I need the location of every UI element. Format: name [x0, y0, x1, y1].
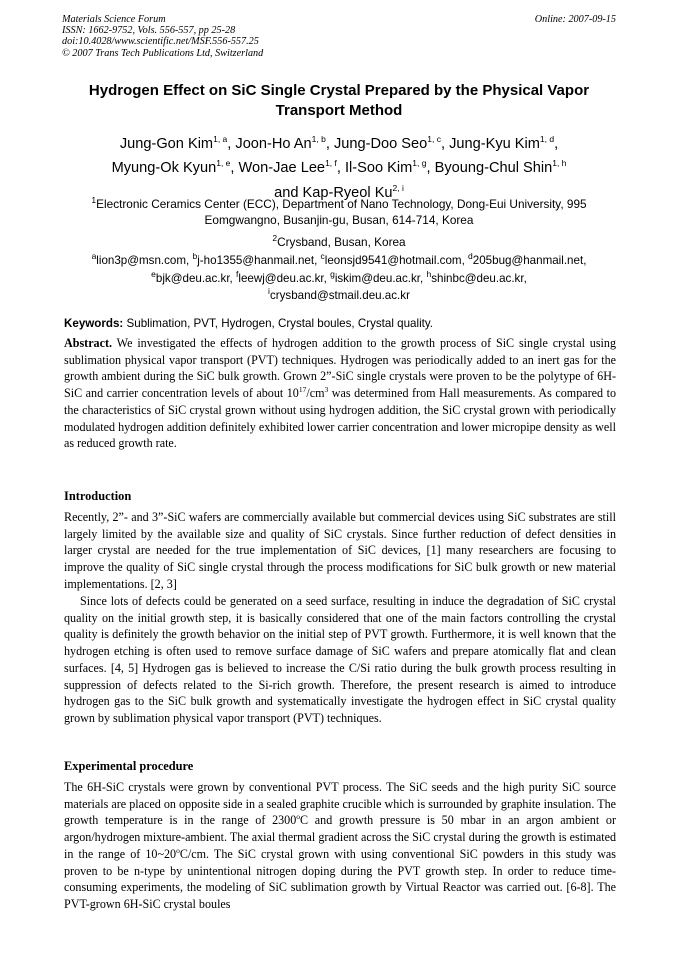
introduction-paragraph-2: Since lots of defects could be generated on a seed surface, resulting in induce the degradation of SiC crystal quality on the initial growth step, it is basically considered that one of the main factors controlling the crystal quality is definitely the growth behavior on the initial step of PVT growth. Furthermore, it is well known that the hydrogen etching is often used to remove surface damage of SiC wafers and prepare atomically flat and clean surfaces. [4, 5] Hydrogen gas is believed to increase the C/Si ratio during the bulk growth process resulting in suppression of defects related to the Si-rich growth. Therefore, the present research is aimed to introduce hydrogen gas to the SiC bulk growth and systematically investigate the hydrogen effect in SiC crystal quality grown by sublimation physical vapor transport (PVT) techniques.	[64, 594, 616, 725]
keywords	[64, 316, 616, 331]
email[interactable]: $^c$leonsjd9541@hotmail.com,	[320, 251, 469, 267]
doi: doi:10.4028/www.scientific.net/MSF.556-557.25	[62, 36, 259, 48]
copyright: © 2007 Trans Tech Publications Ltd, Switzerland	[62, 47, 264, 59]
section-heading-experimental: Experimental procedure	[64, 759, 194, 773]
affiliation-2: $^2$Crysband, Busan, Korea	[272, 233, 406, 249]
journal-name: Materials Science Forum	[62, 14, 166, 25]
author: Jung-Gon Kim$^{1, a}$,	[119, 134, 236, 152]
email[interactable]: $^h$shinbc@deu.ac.kr,	[426, 268, 527, 285]
email[interactable]: $^g$iskim@deu.ac.kr,	[330, 268, 427, 285]
author: Won-Jae Lee$^{1, f}$,	[238, 158, 345, 177]
introduction-paragraph-1: Recently, 2”- and 3”-SiC wafers are commercially available but commercial devices using SiC substrates are still largely limited by the available size and quality of SiC crystals. Since further reduction of defect densities in larger crystal are needed for the true implementation of SiC devices, [1] many researchers are focusing to improve the quality of SiC single crystal through the process modifications for SiC bulk growth or new material implementations. [2, 3]	[64, 510, 616, 591]
abstract-label: Abstract.	[64, 336, 113, 350]
email[interactable]: $^a$lion3p@msn.com,	[91, 251, 193, 267]
author: Jung-Kyu Kim$^{1, d}$,	[449, 134, 559, 152]
abstract: Abstract. We investigated the effects of hydrogen addition to the growth process of SiC single crystal using sublimation physical vapor transport (PVT) techniques. Hydrogen was periodically added to an inert gas for the growth ambient during the SiC bulk growth. Grown 2”-SiC single crystals were proven to be the polytype of 6H-SiC and carrier concentration levels of about $10^{17}/cm^3$ was determined from Hall measurements. As compared to the characteristics of SiC crystal grown without using hydrogen addition, the SiC crystal grown with periodically modulated hydrogen addition definitely exhibited lower carrier concentration and lower micropipe density as well as reduced growth rate.	[64, 336, 616, 451]
keywords-text: Sublimation, PVT, Hydrogen, Crystal boules, Crystal quality.	[126, 317, 434, 330]
author: Joon-Ho An$^{1, b}$,	[235, 134, 334, 152]
affiliation-1: $^1$Electronic Ceramics Center (ECC), Department of Nano Technology, Dong-Eui University, 995 Eomgwangno, Busanjin-gu, Busan, 614-714, Korea	[91, 195, 587, 227]
journal-header	[62, 14, 616, 59]
section-heading-introduction: Introduction	[64, 489, 132, 503]
author: Jung-Doo Seo$^{1, c}$,	[333, 134, 450, 152]
author: Myung-Ok Kyun$^{1, e}$,	[111, 158, 239, 177]
author: Byoung-Chul Shin$^{1, h}$	[434, 158, 567, 177]
email[interactable]: $^b$j-ho1355@hanmail.net,	[192, 251, 321, 267]
email-list	[62, 250, 616, 303]
issn: ISSN: 1662-9752, Vols. 556-557, pp 25-28	[62, 25, 236, 37]
email[interactable]: $^i$crysband@stmail.deu.ac.kr	[268, 286, 410, 303]
experimental-paragraph: The 6H-SiC crystals were grown by conventional PVT process. The SiC seeds and the high purity SiC source materials are placed on opposite side in a sealed graphite crucible which is surrounded by graphite insulation. The growth temperature is in the range of 2300$^o$C and growth pressure is 50 mbar in an argon ambient or argon/hydrogen mixture-ambient. The axial thermal gradient across the SiC crystal during the growth is estimated in the range of 10~20$^o$C/cm. The SiC crystal grown with using conventional SiC powders in this study was proven to be n-type by unintentional nitrogen doping during the PVT growth step. In order to reduce time-consuming experiments, the modeling of SiC sublimation growth by Virtual Reactor was carried out. [6-8]. The PVT-grown 6H-SiC crystal boules	[64, 780, 616, 911]
email[interactable]: $^e$bjk@deu.ac.kr,	[151, 268, 236, 285]
keywords-label: Keywords:	[64, 317, 124, 330]
author: and Kap-Ryeol Ku$^{2, i}$	[274, 182, 404, 201]
email[interactable]: $^f$leewj@deu.ac.kr,	[236, 268, 331, 285]
paper-title: Hydrogen Effect on SiC Single Crystal Prepared by the Physical Vapor Transport Method	[88, 82, 590, 119]
author: Il-Soo Kim$^{1, g}$,	[344, 158, 435, 177]
online-date: Online: 2007-09-15	[534, 14, 616, 25]
email[interactable]: $^d$205bug@hanmail.net,	[468, 251, 587, 267]
